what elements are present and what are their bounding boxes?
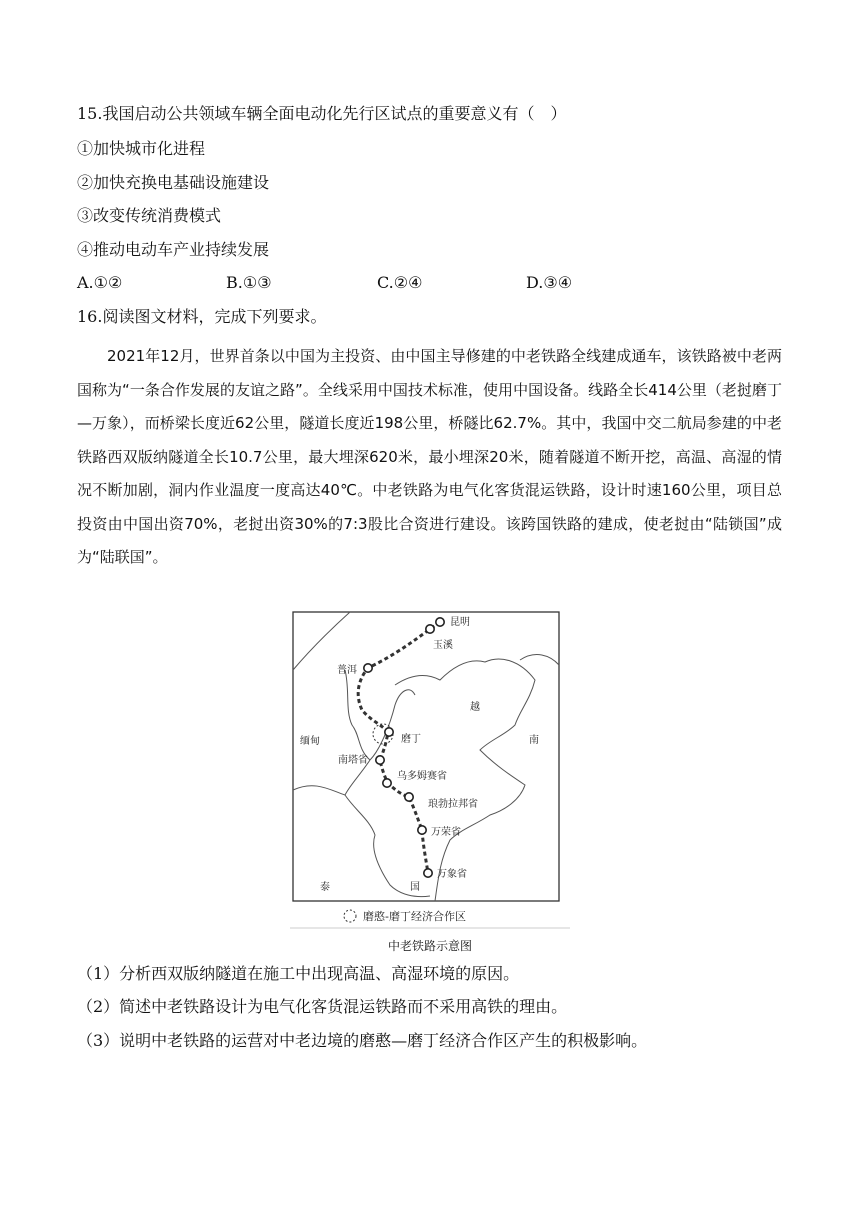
station-luang-prabang: [405, 793, 413, 801]
map-frame: [293, 612, 559, 901]
option-d: D.③④: [526, 273, 573, 292]
label-boten: 磨丁: [401, 734, 421, 745]
option-a: A.①②: [77, 273, 123, 292]
station-kunming: [436, 618, 444, 626]
label-thai: 泰: [320, 882, 330, 893]
station-puer: [364, 664, 372, 672]
q15-item-1: ①加快城市化进程: [77, 139, 206, 158]
legend-symbol: [344, 910, 356, 922]
label-luang-namtha: 南塔省: [338, 755, 368, 766]
legend-label: 磨憨-磨丁经济合作区: [363, 910, 466, 923]
q15-options: [77, 273, 777, 295]
q16-question-2: （2）简述中老铁路设计为电气化客货混运铁路而不采用高铁的理由。: [77, 997, 568, 1016]
label-puer: 普洱: [337, 665, 357, 676]
q15-item-4: ④推动电动车产业持续发展: [77, 240, 270, 259]
label-myanmar: 缅甸: [300, 736, 320, 747]
station-vientiane: [424, 869, 432, 877]
station-boten: [385, 728, 393, 736]
label-guo: 国: [410, 882, 420, 893]
railway-map: [290, 610, 570, 930]
label-viet: 越: [470, 702, 480, 713]
q15-item-2: ②加快充换电基础设施建设: [77, 173, 270, 192]
q16-question-3: （3）说明中老铁路的运营对中老边境的磨憨—磨丁经济合作区产生的积极影响。: [77, 1031, 648, 1050]
station-vang-vieng: [418, 826, 426, 834]
map-caption: 中老铁路示意图: [387, 939, 472, 953]
label-vientiane: 万象省: [437, 869, 467, 880]
label-luang-prabang: 琅勃拉邦省: [428, 799, 478, 810]
q16-question-1: （1）分析西双版纳隧道在施工中出现高温、高湿环境的原因。: [77, 964, 520, 983]
station-yuxi: [426, 625, 434, 633]
option-b: B.①③: [226, 273, 272, 292]
option-c: C.②④: [377, 273, 423, 292]
q15-stem: 15.我国启动公共领域车辆全面电动化先行区试点的重要意义有（ ）: [77, 104, 567, 123]
label-yuxi: 玉溪: [433, 640, 453, 651]
q16-material: 2021年12月，世界首条以中国为主投资、由中国主导修建的中老铁路全线建成通车，该铁路被中老两国称为“一条合作发展的友谊之路”。全线采用中国技术标准，使用中国设备。线路全长414公里（老挝磨丁—万象），而桥梁长度近62公里，隧道长度近198公里，桥隧比62.7%。其中，我国中交二航局参建的中老铁路西双版纳隧道全长10.7公里，最大埋深620米，最小埋深20米，随着隧道不断开挖，高温、高湿的情况不断加剧，洞内作业温度一度高达40℃。中老铁路为电气化客货混运铁路，设计时速160公里，项目总投资由中国出资70%，老挝出资30%的7:3股比合资进行建设。该跨国铁路的建成，使老挝由“陆锁国”成为“陆联国”。: [77, 347, 782, 566]
station-oudomxay: [383, 779, 391, 787]
q15-item-3: ③改变传统消费模式: [77, 206, 222, 225]
q16-stem: 16.阅读图文材料，完成下列要求。: [77, 307, 327, 326]
label-nam: 南: [529, 735, 539, 746]
label-vang-vieng: 万荣省: [431, 827, 461, 838]
label-oudomxay: 乌多姆赛省: [397, 771, 447, 782]
station-luang-namtha: [376, 756, 384, 764]
label-kunming: 昆明: [450, 617, 470, 628]
